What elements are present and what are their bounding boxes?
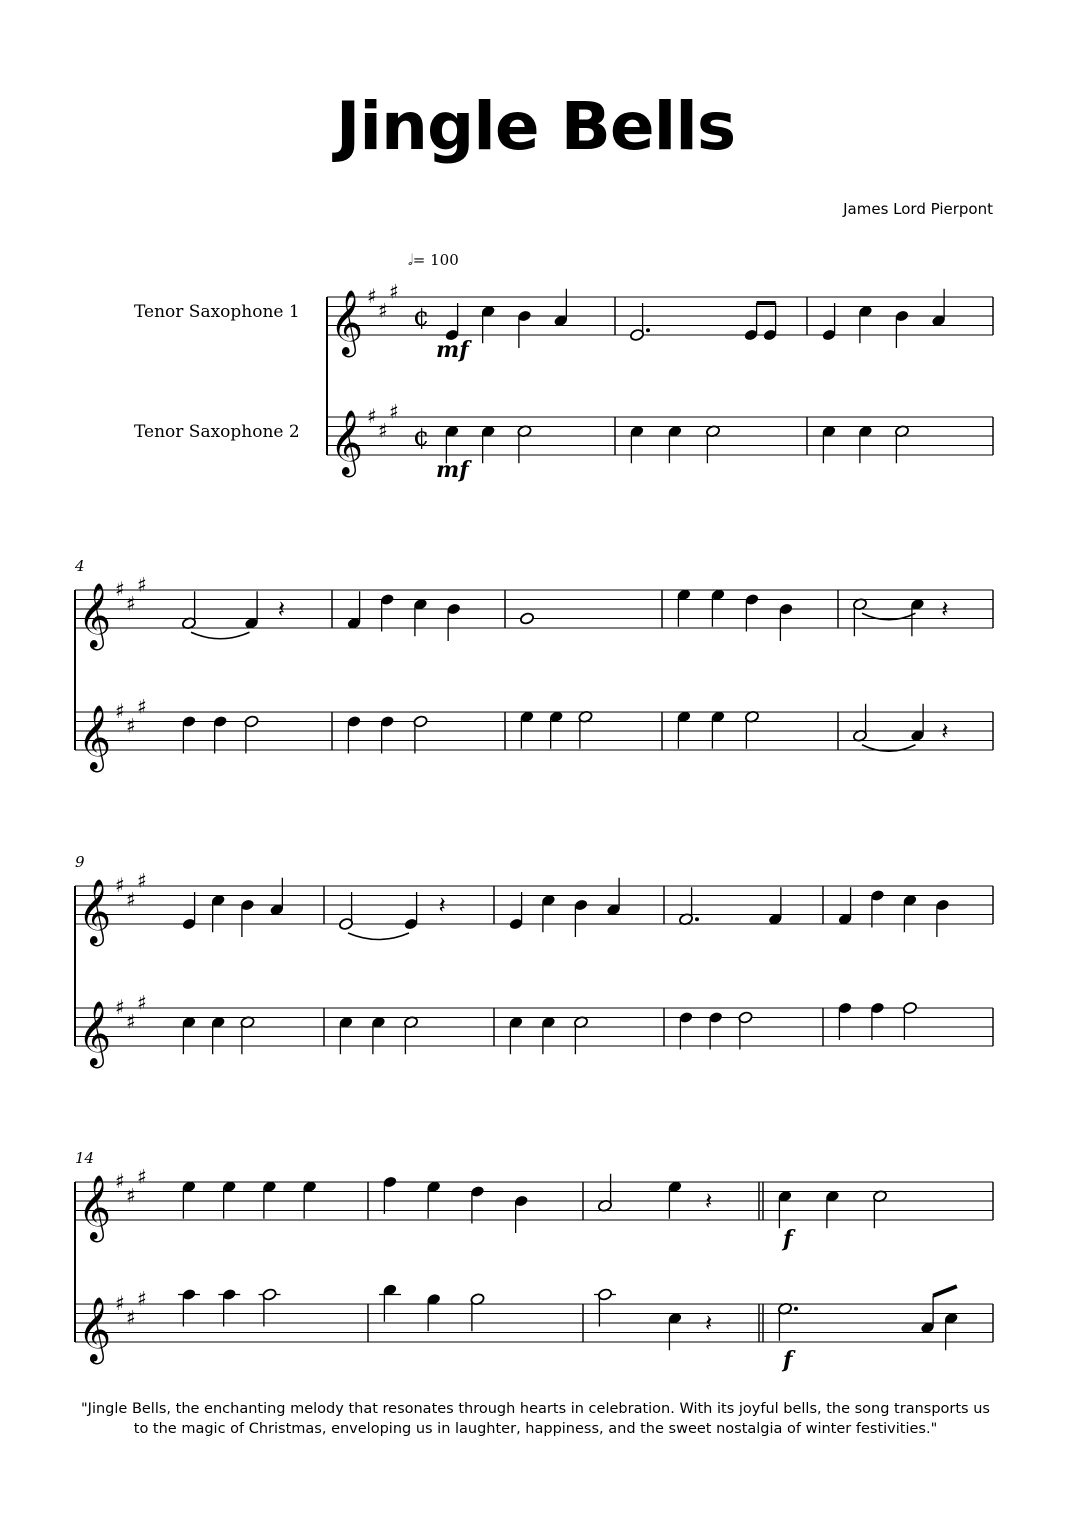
note (676, 588, 691, 627)
note (837, 1001, 852, 1040)
note (678, 887, 699, 926)
note (777, 1302, 798, 1341)
treble-clef-icon: 𝄞 (78, 705, 112, 770)
note (262, 1180, 277, 1219)
note (708, 1011, 723, 1050)
note (517, 425, 532, 464)
tie (348, 933, 409, 940)
footer-quote: "Jingle Bells, the enchanting melody that resonates through hearts in celebration. With its joyful bells, the song transports us to the magic of Christmas, enveloping us in laughter, happiness, and the sweet nostalgia of winter festivities." (81, 1401, 990, 1437)
instrument-label-tenor-sax-1: Tenor Saxophone 1 (134, 302, 300, 322)
note (778, 602, 793, 641)
cut-time-icon: ¢ (413, 422, 430, 452)
note (213, 715, 228, 754)
note (517, 309, 532, 348)
note (181, 1180, 196, 1219)
note (858, 425, 873, 464)
treble-clef-icon: 𝄞 (330, 290, 364, 355)
augmentation-dot (695, 917, 699, 921)
tempo-value: = 100 (412, 251, 459, 269)
note (944, 1312, 959, 1351)
measure-number: 9 (75, 853, 85, 871)
note (870, 1001, 885, 1040)
instrument-label-tenor-sax-2: Tenor Saxophone 2 (134, 422, 300, 442)
note (446, 602, 461, 641)
note (244, 591, 259, 630)
sharp-icon: ♯ (367, 284, 377, 308)
note (371, 1016, 386, 1055)
half-note-icon: 𝅗𝅥 (408, 251, 413, 269)
sharp-icon: ♯ (115, 577, 125, 601)
sharp-icon: ♯ (137, 990, 147, 1015)
note (470, 1293, 485, 1332)
sharp-icon: ♯ (367, 404, 377, 428)
treble-clef-icon: 𝄞 (78, 583, 112, 648)
note (211, 894, 226, 933)
note (744, 710, 759, 749)
note (508, 892, 523, 931)
dynamic-marking: mf (436, 457, 469, 483)
note (825, 1190, 840, 1229)
note (346, 715, 361, 754)
augmentation-dot (646, 328, 650, 332)
note (481, 305, 496, 344)
note (710, 710, 725, 749)
note (821, 303, 836, 342)
note (181, 1016, 196, 1055)
note (594, 1288, 616, 1327)
note (777, 1190, 792, 1229)
dynamic-marking: f (783, 1226, 793, 1252)
note (426, 1293, 441, 1332)
sharp-icon: ♯ (389, 399, 399, 424)
note (403, 1016, 418, 1055)
note (629, 425, 644, 464)
quarter-rest-icon: 𝄽 (705, 1309, 713, 1337)
note (738, 1011, 753, 1050)
note (902, 1001, 917, 1040)
note (743, 303, 758, 342)
treble-clef-icon: 𝄞 (330, 410, 364, 475)
note (346, 591, 361, 630)
note (852, 704, 867, 743)
note (578, 710, 593, 749)
note (211, 1016, 226, 1055)
measure-number: 4 (75, 557, 85, 575)
note (852, 598, 867, 637)
note (678, 1011, 693, 1050)
note (549, 710, 564, 749)
note (910, 704, 925, 743)
note (553, 289, 568, 328)
note (403, 892, 418, 931)
composer-name: James Lord Pierpont (843, 200, 993, 218)
sharp-icon: ♯ (115, 1169, 125, 1193)
dynamic-marking: f (783, 1347, 793, 1373)
note (573, 898, 588, 937)
sharp-icon: ♯ (378, 418, 388, 443)
sharp-icon: ♯ (115, 995, 125, 1019)
note (240, 1016, 255, 1055)
note (710, 588, 725, 627)
note (744, 593, 759, 632)
note (837, 887, 852, 926)
note (338, 892, 353, 931)
note (380, 593, 395, 632)
note (935, 898, 950, 937)
note (573, 1016, 588, 1055)
treble-clef-icon: 𝄞 (78, 1001, 112, 1066)
notehead (519, 612, 534, 625)
note (244, 715, 259, 754)
note (667, 1180, 682, 1219)
note (541, 1016, 556, 1055)
sharp-icon: ♯ (115, 699, 125, 723)
treble-clef-icon: 𝄞 (78, 1175, 112, 1240)
note (508, 1016, 523, 1055)
note (380, 715, 395, 754)
note (470, 1185, 485, 1224)
sharp-icon: ♯ (126, 1305, 136, 1330)
note (302, 1180, 317, 1219)
note (872, 1190, 887, 1229)
cut-time-icon: ¢ (413, 302, 430, 332)
sharp-icon: ♯ (137, 868, 147, 893)
quarter-rest-icon: 𝄽 (277, 595, 286, 623)
note (931, 289, 946, 328)
note (181, 715, 196, 754)
dynamic-marking: mf (436, 337, 469, 363)
note (902, 894, 917, 933)
sharp-icon: ♯ (137, 694, 147, 719)
quarter-rest-icon: 𝄽 (941, 717, 949, 745)
note (514, 1194, 529, 1233)
note (541, 894, 556, 933)
note (519, 710, 534, 749)
quarter-rest-icon: 𝄽 (941, 595, 949, 623)
sharp-icon: ♯ (137, 1164, 147, 1189)
note (481, 425, 496, 464)
tie (191, 632, 250, 639)
sharp-icon: ♯ (137, 1286, 147, 1311)
note (413, 715, 428, 754)
sharp-icon: ♯ (126, 591, 136, 616)
treble-clef-icon: 𝄞 (78, 1297, 112, 1362)
note (894, 425, 909, 464)
note (519, 612, 534, 625)
note (920, 1296, 935, 1335)
note (705, 425, 720, 464)
note (379, 1283, 401, 1322)
beam (933, 1286, 957, 1296)
sharp-icon: ♯ (115, 873, 125, 897)
sharp-icon: ♯ (378, 298, 388, 323)
sharp-icon: ♯ (126, 713, 136, 738)
note (259, 1288, 281, 1327)
note (181, 892, 196, 931)
treble-clef-icon: 𝄞 (78, 879, 112, 944)
note (676, 710, 691, 749)
note (768, 887, 783, 926)
sharp-icon: ♯ (137, 572, 147, 597)
note (894, 309, 909, 348)
quarter-rest-icon: 𝄽 (438, 891, 446, 919)
quarter-rest-icon: 𝄽 (705, 1187, 713, 1215)
note (597, 1174, 612, 1213)
note (821, 425, 836, 464)
augmentation-dot (794, 1307, 798, 1311)
sharp-icon: ♯ (126, 1009, 136, 1034)
note (426, 1180, 441, 1219)
note (667, 425, 682, 464)
note (338, 1016, 353, 1055)
note (269, 878, 284, 917)
score-title: Jingle Bells (335, 88, 736, 165)
sharp-icon: ♯ (126, 1183, 136, 1208)
note (762, 303, 777, 342)
sharp-icon: ♯ (389, 279, 399, 304)
note (910, 598, 925, 637)
note (629, 303, 650, 342)
note (858, 305, 873, 344)
note (218, 1288, 240, 1327)
note (382, 1175, 397, 1214)
note (222, 1180, 237, 1219)
note (181, 591, 196, 630)
sharp-icon: ♯ (126, 887, 136, 912)
note (444, 303, 459, 342)
note (413, 598, 428, 637)
note (606, 878, 621, 917)
note (667, 1312, 682, 1351)
note (178, 1288, 200, 1327)
note (870, 889, 885, 928)
sharp-icon: ♯ (115, 1291, 125, 1315)
note (240, 898, 255, 937)
measure-number: 14 (75, 1149, 95, 1167)
